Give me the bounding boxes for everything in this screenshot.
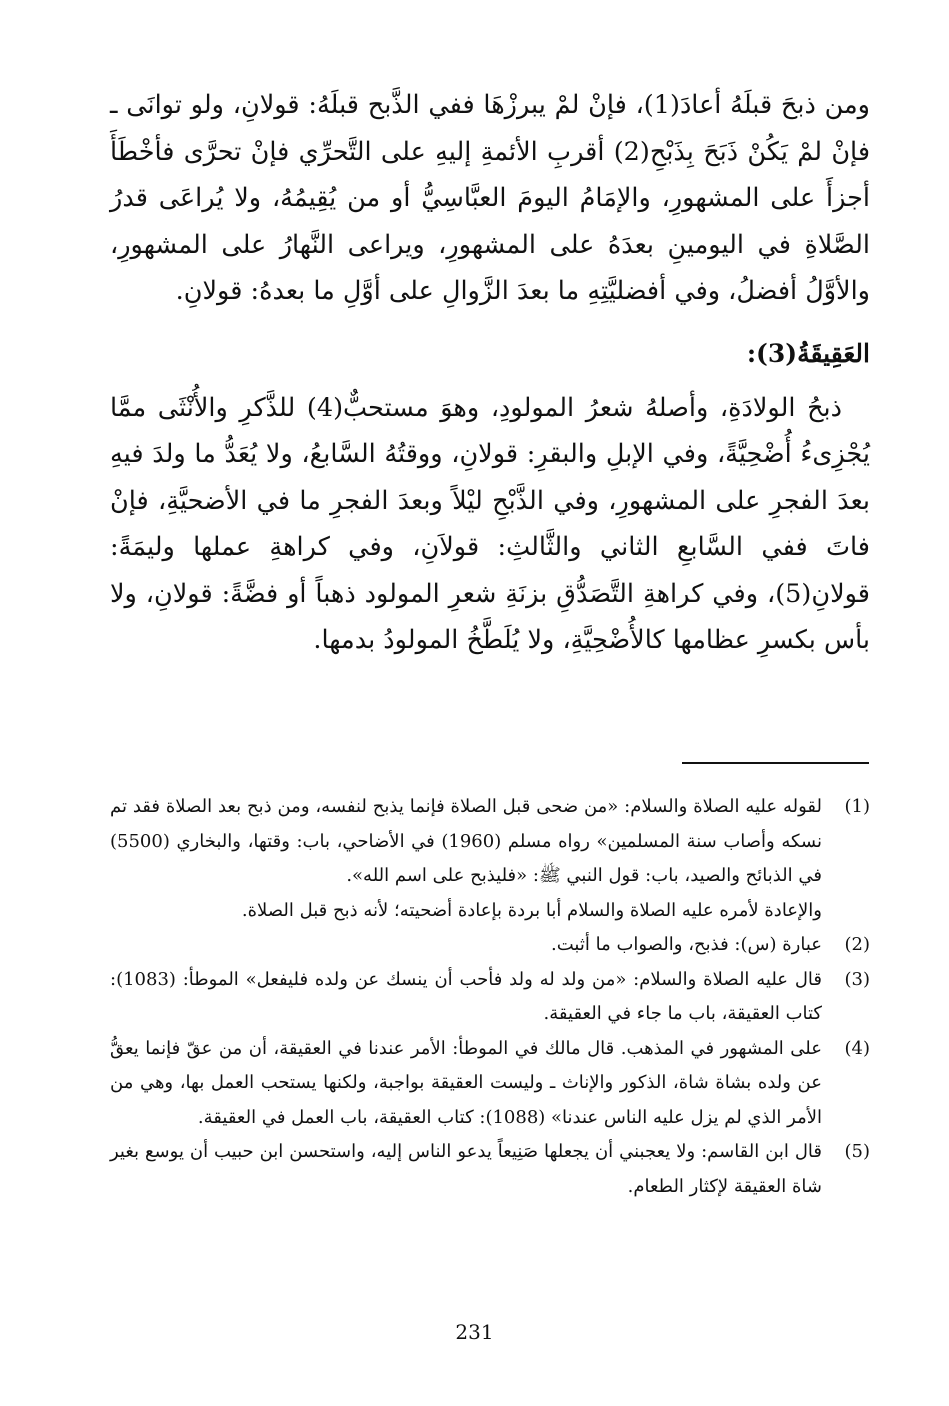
footnote-2 <box>110 928 870 963</box>
main-text <box>110 82 870 664</box>
footnote-number: (2) <box>844 934 870 955</box>
footnote-text: قال ابن القاسم: ولا يعجبني أن يجعلها صَنِيعاً يدعو الناس إليه، واستحسن ابن حبيب أن يوسع بغير شاة العقيقة لإكثار الطعام. <box>110 1141 822 1197</box>
footnote-text: على المشهور في المذهب. قال مالك في الموطأ: الأمر عندنا في العقيقة، أن من عقّ فإنما يعقُّ عن ولده بشاة شاة، الذكور والإناث ـ وليست العقيقة بواجبة، ولكنها يستحب العمل بها، وهي من الأمر الذي لم يزل عليه الناس عندنا» (1088): كتاب العقيقة، باب العمل في العقيقة. <box>110 1037 822 1128</box>
footnote-separator <box>682 762 869 764</box>
footnote-text: عبارة (س): فذبح، والصواب ما أثبت. <box>551 934 822 955</box>
section-heading: العَقِيقَةُ(3): <box>746 338 870 368</box>
footnote-5 <box>110 1135 870 1204</box>
footnote-text: لقوله عليه الصلاة والسلام: «من ضحى قبل الصلاة فإنما يذبح لنفسه، ومن ذبح بعد الصلاة فقد تم نسكه وأصاب سنة المسلمين» رواه مسلم (1960) في الأضاحي، باب: وقتها، والبخاري (5500) في الذبائح والصيد، باب: قول النبي ﷺ: «فليذبح على اسم الله». <box>110 796 822 886</box>
footnote-text: قال عليه الصلاة والسلام: «من ولد له ولد فأحب أن ينسك عن ولده فليفعل» الموطأ: (1083): كتاب العقيقة، باب ما جاء في العقيقة. <box>110 968 822 1024</box>
footnote-3 <box>110 963 870 1032</box>
footnote-4 <box>110 1032 870 1136</box>
footnote-1 <box>110 790 870 894</box>
footnotes <box>110 790 870 1204</box>
paragraph-1: ومن ذبحَ قبلَهُ أعادَ(1)، فإنْ لمْ يبرزْهَا ففي الذَّبح قبلَهُ: قولانِ، ولو توانَى ـ فإنْ لمْ يَكُنْ ذَبَحَ بِذَبْحِ(2) أقربِ الأئمةِ إليهِ على التَّحرِّي فإنْ تحرَّى فأخْطَأَ أجزأَ على المشهورِ، والإمَامُ اليومَ العبَّاسِيُّ أو من يُقِيمُهُ، ولا يُراعَى قدرُ الصَّلاةِ في اليومينِ بعدَهُ على المشهورِ، ويراعى النَّهارُ على المشهورِ، والأوَّلُ أفضلُ، وفي أفضليَّتِهِ ما بعدَ الزَّوالِ على أوَّلِ ما بعدهُ: قولانِ. <box>110 90 871 306</box>
page-number: 231 <box>455 1320 494 1344</box>
paragraph-2: ذبحُ الولادَةِ، وأصلهُ شعرُ المولودِ، وهوَ مستحبٌّ(4) للذَّكرِ والأُنْثَى ممَّا يُجْزِىءُ أُضْحِيَّةً، وفي الإبلِ والبقرِ: قولانِ، ووقتُهُ السَّابعُ، ولا يُعَدُّ ما ولدَ فيهِ بعدَ الفجرِ على المشهورِ، وفي الذَّبْحِ ليْلاً وبعدَ الفجرِ ما في الأضحيَّةِ، فإنْ فاتَ ففي السَّابعِ الثاني والثَّالثِ: قولاَنِ، وفي كراهةِ عملها وليمَةً: قولانِ(5)، وفي كراهةِ التَّصَدُّقِ بزنَةِ شعرِ المولود ذهباً أو فضَّةً: قولانِ، ولا بأس بكسرِ عظامها كالأُضْحِيَّةِ، ولا يُلَطَّخُ المولودُ بدمها. <box>110 392 870 655</box>
footnote-number: (3) <box>844 968 870 990</box>
footnote-number: (5) <box>844 1141 870 1162</box>
footnote-number: (4) <box>844 1037 870 1059</box>
footnote-number: (1) <box>844 796 870 817</box>
footnote-1-continuation: والإعادة لأمره عليه الصلاة والسلام أبا بردة بإعادة أضحيته؛ لأنه ذبح قبل الصلاة. <box>241 899 822 921</box>
